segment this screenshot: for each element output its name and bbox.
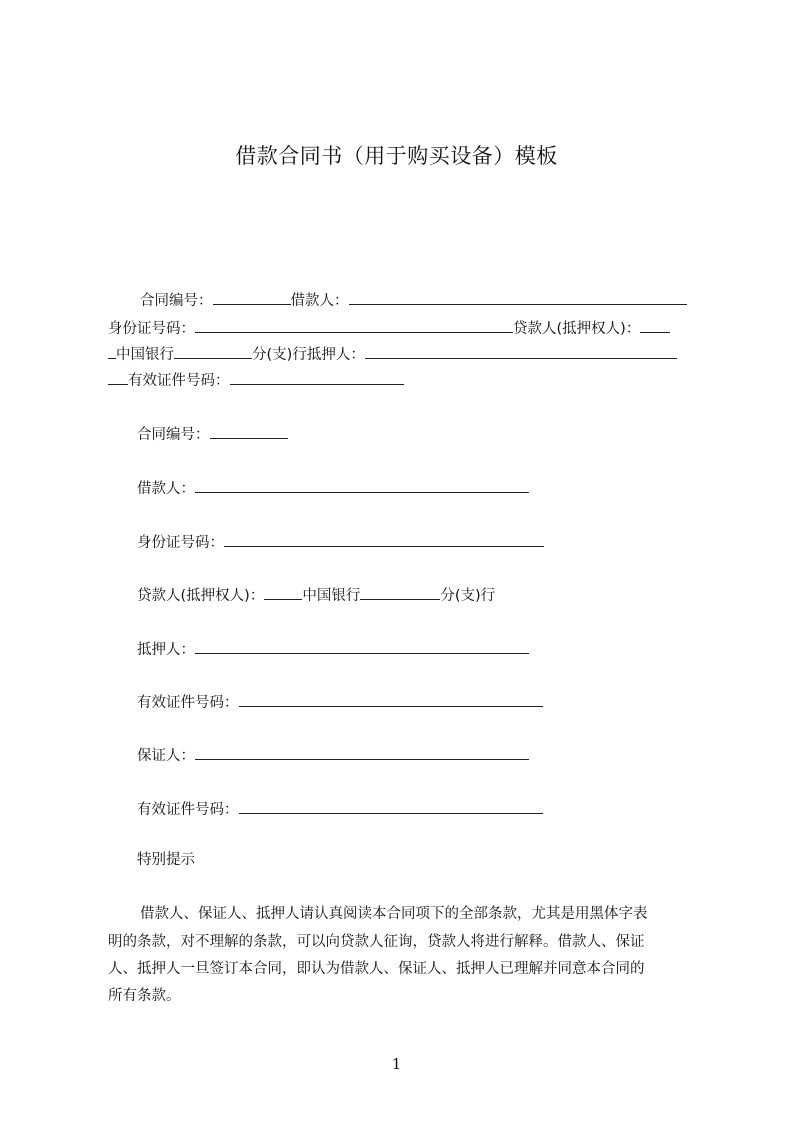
field-guarantor: 保证人： [137, 745, 529, 766]
mortgagor-label: 分(支)行抵押人： [252, 347, 365, 363]
field-cert-number-2: 有效证件号码： [137, 799, 543, 820]
branch-blank[interactable] [174, 344, 252, 359]
page-number: 1 [391, 1055, 402, 1073]
header-line-3 [108, 344, 677, 365]
field-blank[interactable] [360, 585, 440, 600]
field-borrower: 借款人： [137, 478, 529, 499]
lender-label: 贷款人(抵押权人)： [513, 321, 641, 337]
id-number-blank[interactable] [195, 318, 513, 333]
field-blank[interactable] [210, 424, 288, 439]
cert-prefix-blank[interactable] [108, 370, 128, 385]
id-number-label: 身份证号码： [108, 321, 195, 337]
notice-line: 明的条款，对不理解的条款，可以向贷款人征询，贷款人将进行解释。借款人、保证 [108, 934, 645, 950]
field-id-number: 身份证号码： [137, 532, 544, 553]
bank-label: 中国银行 [116, 347, 174, 363]
field-blank[interactable] [195, 639, 529, 654]
field-cert-number-1: 有效证件号码： [137, 692, 543, 713]
field-contract-number: 合同编号： [137, 424, 288, 445]
field-mortgagor: 抵押人： [137, 639, 529, 660]
header-line-2 [108, 318, 670, 339]
document-title: 借款合同书（用于购买设备）模板 [235, 144, 558, 168]
notice-heading: 特别提示 [137, 852, 195, 868]
field-blank[interactable] [239, 799, 543, 814]
bank-prefix-blank[interactable] [108, 344, 116, 359]
field-blank[interactable] [264, 585, 302, 600]
lender-blank[interactable] [640, 318, 670, 333]
header-line-4 [108, 370, 404, 391]
field-blank[interactable] [224, 532, 544, 547]
borrower-blank[interactable] [349, 290, 687, 305]
notice-line: 人、抵押人一旦签订本合同，即认为借款人、保证人、抵押人已理解并同意本合同的 [108, 961, 645, 977]
mortgagor-blank[interactable] [365, 344, 677, 359]
notice-line: 借款人、保证人、抵押人请认真阅读本合同项下的全部条款，尤其是用黑体字表 [140, 906, 648, 922]
cert-number-label: 有效证件号码： [128, 373, 230, 389]
field-lender: 贷款人(抵押权人)： 中国银行 分(支)行 [137, 585, 495, 606]
borrower-label: 借款人： [290, 293, 349, 309]
header-line-1 [140, 290, 687, 311]
field-blank[interactable] [239, 692, 543, 707]
notice-line: 所有条款。 [108, 988, 181, 1004]
field-blank[interactable] [195, 745, 529, 760]
cert-number-blank[interactable] [230, 370, 404, 385]
field-blank[interactable] [195, 478, 529, 493]
contract-number-blank[interactable] [213, 290, 291, 305]
contract-number-label: 合同编号： [140, 293, 213, 309]
